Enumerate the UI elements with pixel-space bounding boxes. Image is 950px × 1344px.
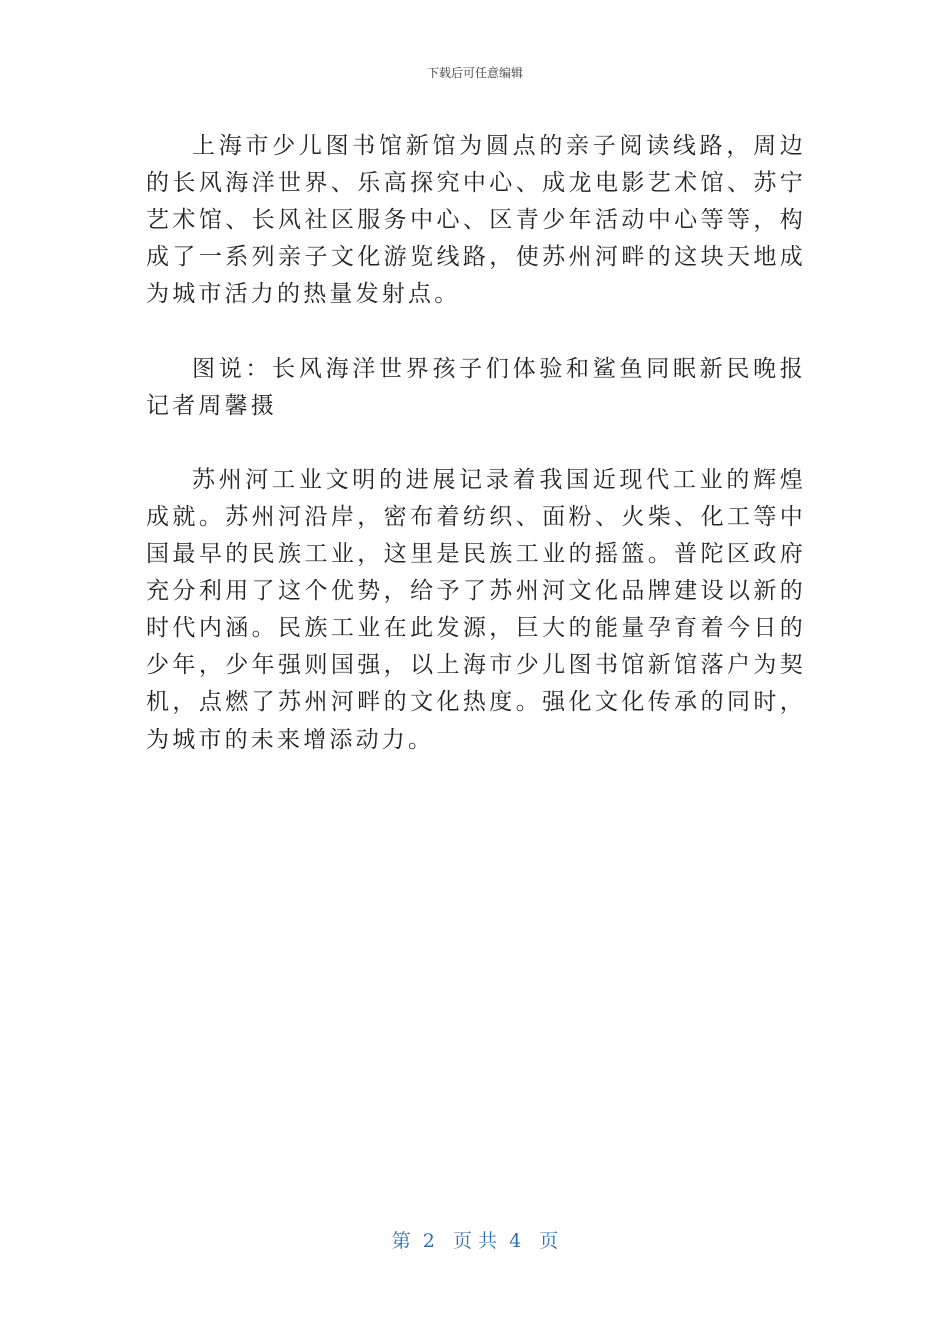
page-number-footer: 第 2 页 共 4 页 xyxy=(391,1230,559,1252)
paragraph-photo-caption: 图说：长风海洋世界孩子们体验和鲨鱼同眠新民晚报记者周馨摄 xyxy=(146,355,806,419)
paragraph-children-reading-route: 上海市少儿图书馆新馆为圆点的亲子阅读线路，周边的长风海洋世界、乐高探究中心、成龙电影艺术馆、苏宁艺术馆、长风社区服务中心、区青少年活动中心等等，构成了一系列亲子文化游览线路，使苏州河畔的这块天地成为城市活力的热量发射点。 xyxy=(146,133,806,308)
page-header-note: 下载后可任意编辑 xyxy=(426,66,523,80)
document-body xyxy=(146,128,806,759)
paragraph-industrial-heritage: 苏州河工业文明的进展记录着我国近现代工业的辉煌成就。苏州河沿岸，密布着纺织、面粉、火柴、化工等中国最早的民族工业，这里是民族工业的摇篮。普陀区政府充分利用了这个优势，给予了苏州河文化品牌建设以新的时代内涵。民族工业在此发源，巨大的能量孕育着今日的少年，少年强则国强，以上海市少儿图书馆新馆落户为契机，点燃了苏州河畔的文化热度。强化文化传承的同时，为城市的未来增添动力。 xyxy=(146,466,806,753)
